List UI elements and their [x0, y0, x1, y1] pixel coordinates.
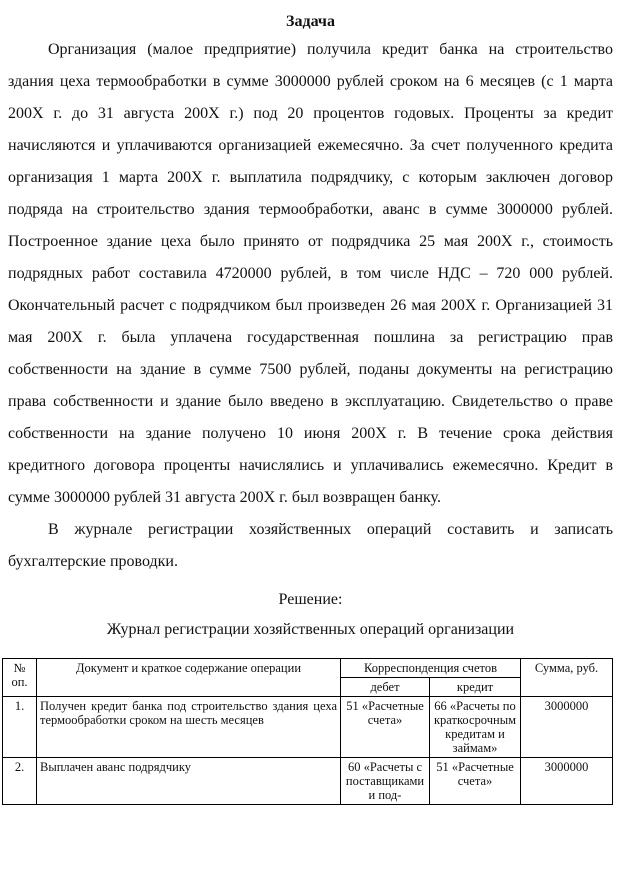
row-num: 2. [3, 758, 37, 805]
row-sum: 3000000 [521, 697, 613, 758]
task-title: Задача [286, 13, 335, 30]
journal-title: Журнал регистрации хозяйственных операций организации [106, 621, 515, 638]
row-credit: 51 «Расчетные счета» [430, 758, 521, 805]
row-debit: 51 «Расчетные счета» [341, 697, 430, 758]
journal-table [2, 658, 613, 805]
header-correspondence: Корреспонденция счетов [341, 659, 521, 678]
table-row [3, 697, 613, 758]
row-description: Выплачен аванс подрядчику [37, 758, 341, 805]
row-sum: 3000000 [521, 758, 613, 805]
task-paragraph-1: Организация (малое предприятие) получила кредит банка на строительство здания цеха термообработки в сумме 3000000 рублей сроком на 6 месяцев (с 1 марта 200Х г. до 31 августа 200Х г.) под 20 процентов годовых. Проценты за кредит начисляются и уплачиваются организацией ежемесячно. За счет полученного кредита организация 1 марта 200Х г. выплатила подрядчику, с которым заключен договор подряда на строительство здания термообработки, аванс в сумме 3000000 рублей. Построенное здание цеха было принято от подрядчика 25 мая 200Х г., стоимость подрядных работ составила 4720000 рублей, в том числе НДС – 720 000 рублей. Окончательный расчет с подрядчиком был произведен 26 мая 200Х г. Организацией 31 мая 200Х г. была уплачена государственная пошлина за регистрацию прав собственности на здание в сумме 7500 рублей, поданы документы на регистрацию права собственности и здание было введено в эксплуатацию. Свидетельство о праве собственности на здание получено 10 июня 200Х г. В течение срока действия кредитного договора проценты начислялись и уплачивались ежемесячно. Кредит в сумме 3000000 рублей 31 августа 200Х г. был возвращен банку. [8, 41, 613, 506]
header-sum: Сумма, руб. [521, 659, 613, 697]
header-credit: кредит [430, 678, 521, 697]
table-header-row [3, 659, 613, 678]
row-num: 1. [3, 697, 37, 758]
row-credit: 66 «Расчеты по краткосрочным кредитам и займам» [430, 697, 521, 758]
solution-label: Решение: [278, 591, 343, 608]
document-page [8, 12, 613, 640]
header-debit: дебет [341, 678, 430, 697]
row-description: Получен кредит банка под строительство здания цеха термообработки сроком на шесть месяцев [37, 697, 341, 758]
header-num: № оп. [3, 659, 37, 697]
header-document: Документ и краткое содержание операции [37, 659, 341, 697]
row-debit: 60 «Расчеты с поставщиками и под- [341, 758, 430, 805]
table-row [3, 758, 613, 805]
task-paragraph-2: В журнале регистрации хозяйственных операций составить и записать бухгалтерские проводки. [8, 521, 613, 570]
